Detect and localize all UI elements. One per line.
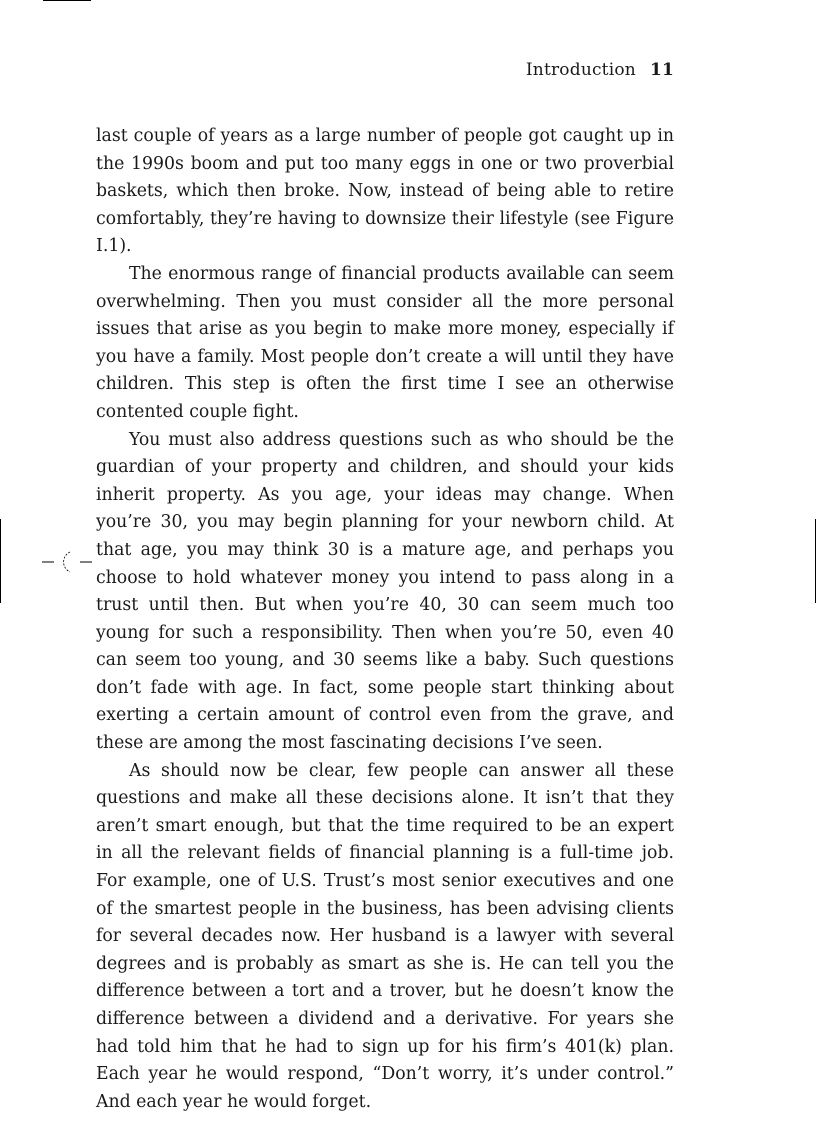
crop-mark-left bbox=[0, 519, 1, 603]
paragraph-1: last couple of years as a large number of people got caught up in the 1990s boom and put too many eggs in one or two proverbial baskets, which then broke. Now, instead of being able to retire comfortably, they’re having to downsize their lifestyle (see Figure I.1). bbox=[96, 126, 674, 257]
registration-mark-icon bbox=[42, 548, 92, 576]
section-title: Introduction bbox=[525, 60, 636, 80]
page-number: 11 bbox=[649, 60, 674, 80]
paragraph-2: The enormous range of financial products available can seem overwhelming. Then you must consider all the more personal issues that arise as you begin to make more money, especially if you have a family. Most people don’t create a will until they have children. This step is often the first time I see an otherwise contented couple fight. bbox=[96, 263, 674, 422]
running-header bbox=[526, 60, 674, 80]
crop-mark-top bbox=[43, 0, 91, 1]
paragraph-4: As should now be clear, few people can answer all these questions and make all these decisions alone. It isn’t that they aren’t smart enough, but that the time required to be an expert in all the relevant fields of financial planning is a full-time job. For example, one of U.S. Trust’s most senior executives and one of the smartest people in the business, has been advising clients for several decades now. Her husband is a lawyer with several degrees and is probably as smart as she is. He can tell you the difference between a tort and a trover, but he doesn’t know the difference between a dividend and a derivative. For years she had told him that he had to sign up for his firm’s 401(k) plan. Each year he would respond, “Don’t worry, it’s under control.” And each year he would forget. bbox=[96, 760, 674, 1112]
body-text bbox=[96, 123, 674, 1116]
paragraph-3: You must also address questions such as who should be the guardian of your property and children, and should your kids inherit property. As you age, your ideas may change. When you’re 30, you may begin planning for your newborn child. At that age, you may think 30 is a mature age, and perhaps you choose to hold whatever money you intend to pass along in a trust until then. But when you’re 40, 30 can seem much too young for such a responsibility. Then when you’re 50, even 40 can seem too young, and 30 seems like a baby. Such questions don’t fade with age. In fact, some people start thinking about exerting a certain amount of control even from the grave, and these are among the most fascinating decisions I’ve seen. bbox=[96, 429, 674, 754]
